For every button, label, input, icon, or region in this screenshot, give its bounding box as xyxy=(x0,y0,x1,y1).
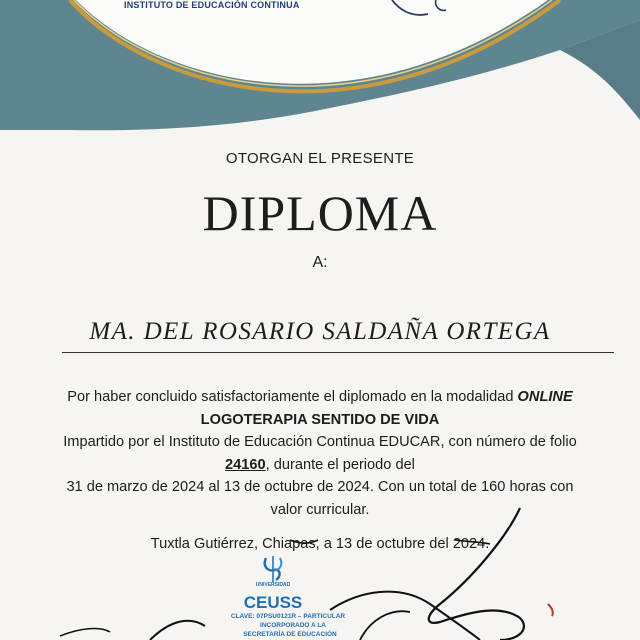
completion-text: Por haber concluido satisfactoriamente el diplomado en la modalidad xyxy=(67,389,514,405)
seal-incorporado: INCORPORADO A LA xyxy=(260,622,326,629)
header-decoration xyxy=(0,0,640,160)
body-line-1 xyxy=(30,386,610,409)
seal-clave: CLAVE: 07PSU0121R – PARTICULAR xyxy=(230,613,346,620)
diploma-intro: OTORGAN EL PRESENTE xyxy=(225,150,415,167)
period-intro: , durante el periodo del xyxy=(265,456,415,473)
body-line-5: 31 de marzo de 2024 al 13 de octubre de 2024. Con un total de 160 horas con xyxy=(66,479,574,495)
body-line-6: valor curricular. xyxy=(270,501,370,518)
diploma-body xyxy=(30,386,610,521)
seal-top-text: UNIVERSIDAD xyxy=(255,582,291,588)
diploma-title: DIPLOMA xyxy=(202,185,438,241)
modality: ONLINE xyxy=(517,389,573,405)
university-seal xyxy=(228,548,358,640)
body-line-4 xyxy=(30,454,610,477)
seal-name: CEUSS xyxy=(243,593,303,612)
folio-number: 24160 xyxy=(225,456,266,473)
course-name: LOGOTERAPIA SENTIDO DE VIDA xyxy=(200,411,440,428)
body-line-3: Impartido por el Instituto de Educación Continua EDUCAR, con número de folio xyxy=(63,434,577,450)
place-and-date: Tuxtla Gutiérrez, Chiapas, a 13 de octubre del 2024. xyxy=(150,536,490,552)
recipient-name: MA. DEL ROSARIO SALDAÑA ORTEGA xyxy=(89,318,551,345)
recipient-underline xyxy=(62,352,614,353)
seal-secretaria: SECRETARÍA DE EDUCACIÓN xyxy=(243,631,337,638)
recipient-label: A: xyxy=(312,254,328,271)
institute-name: INSTITUTO DE EDUCACIÓN CONTINUA xyxy=(124,0,300,10)
